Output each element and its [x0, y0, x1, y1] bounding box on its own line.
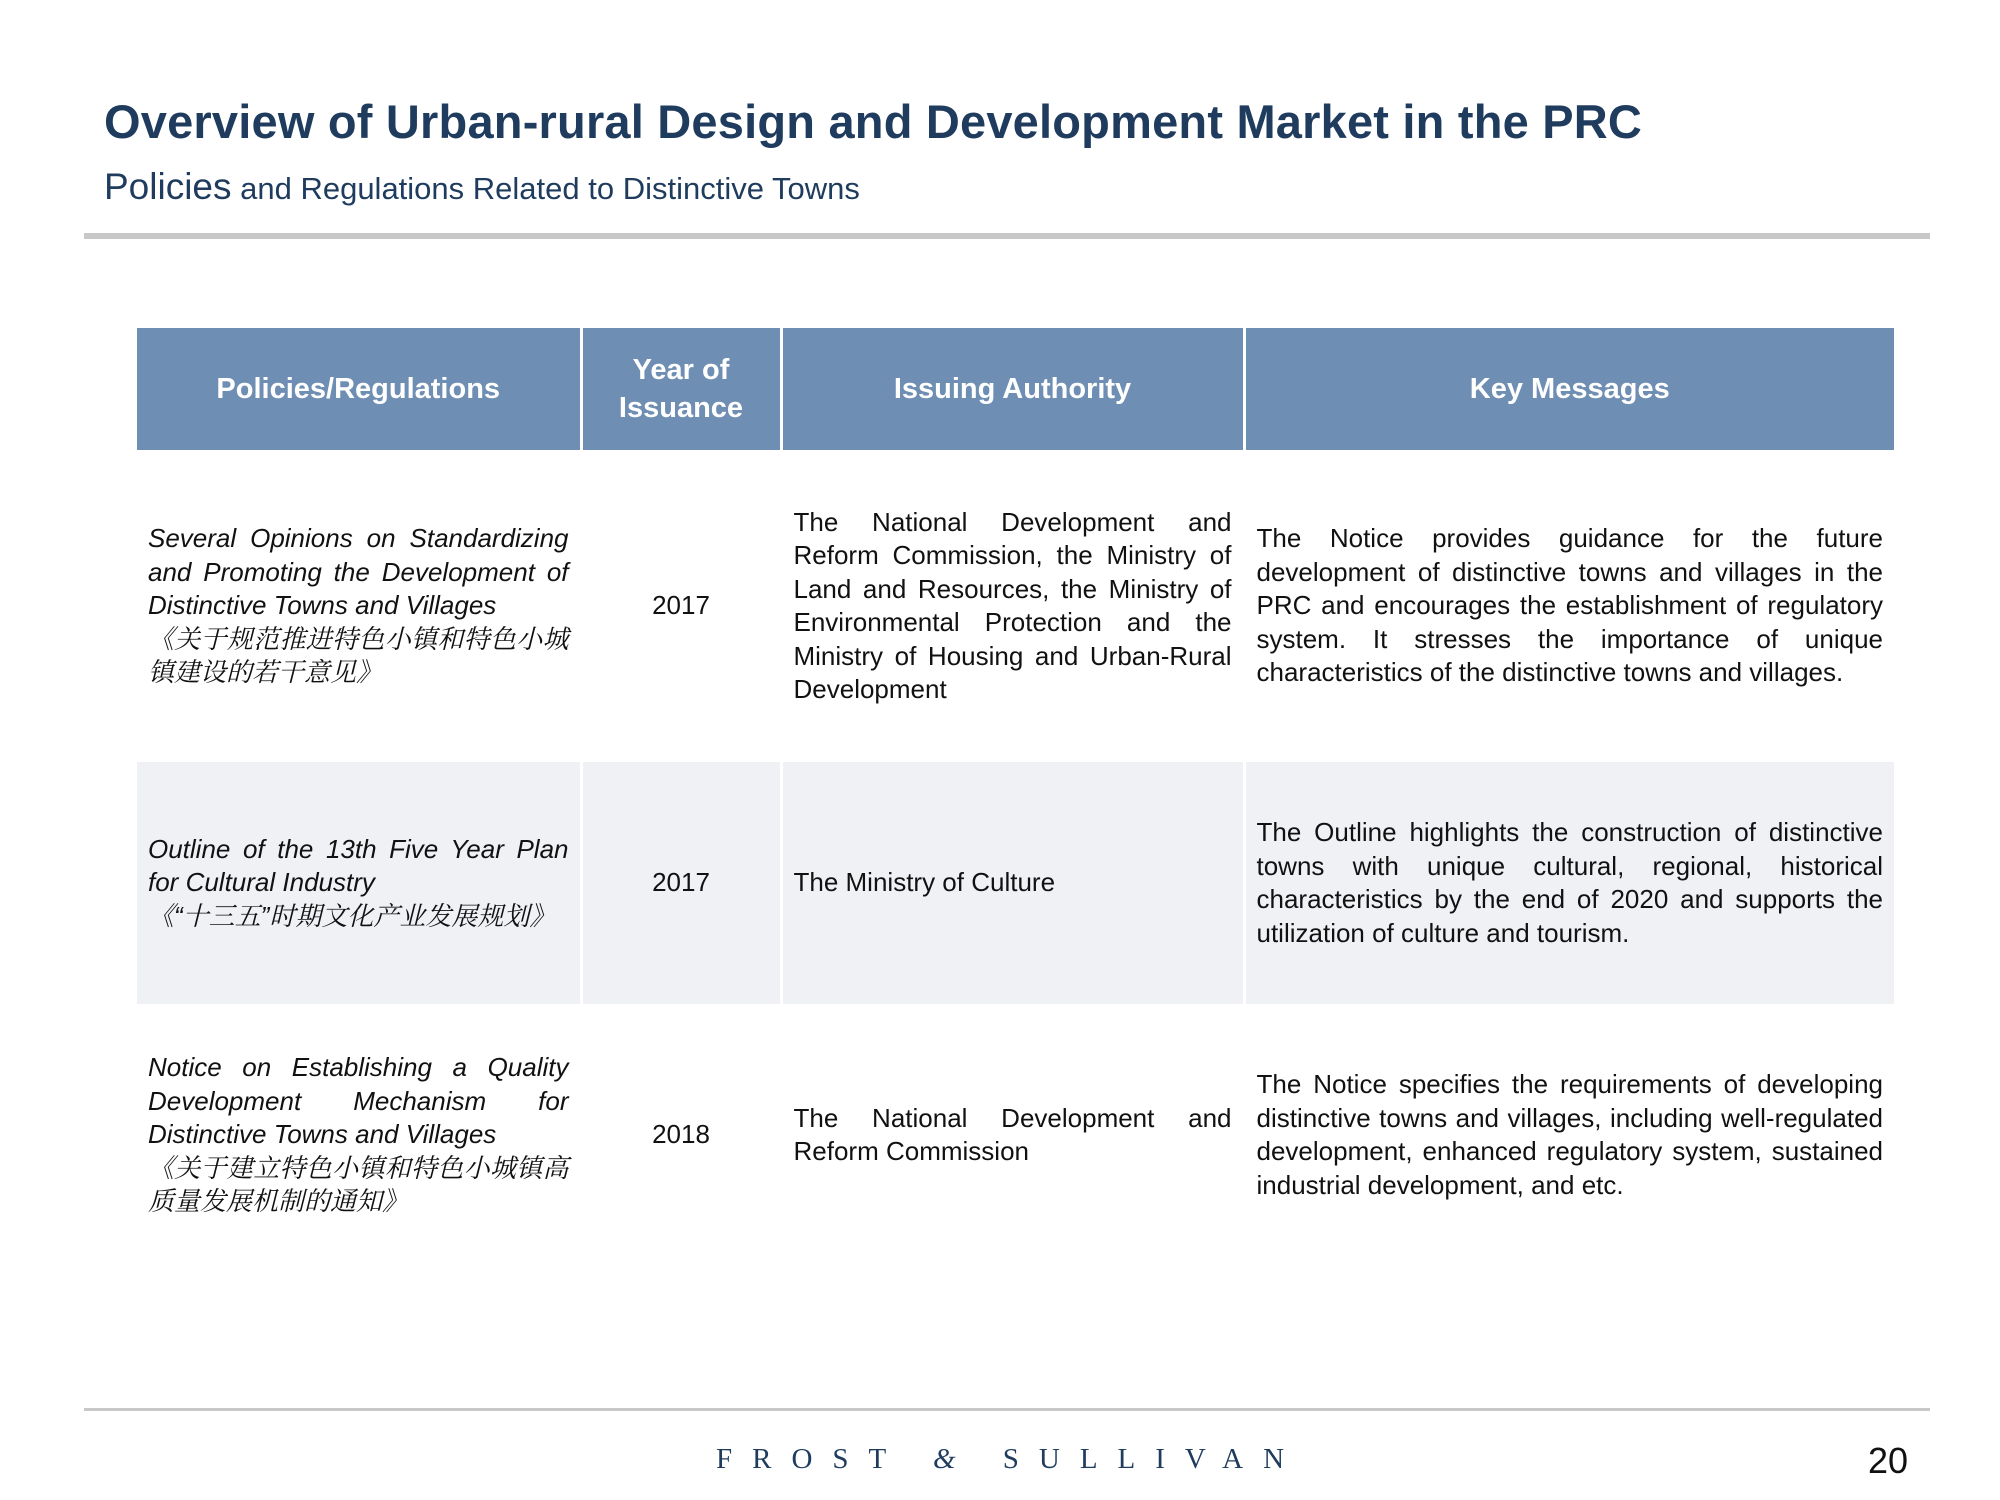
table-row [137, 450, 1894, 762]
authority-cell: The National Development and Reform Commission [781, 1004, 1244, 1266]
policy-cell [137, 762, 581, 1004]
logo-ampersand: & [932, 1443, 976, 1475]
subtitle-lead: Policies [104, 166, 232, 207]
page-number: 20 [1867, 1440, 1908, 1481]
table-row [137, 762, 1894, 1004]
year-cell: 2017 [581, 762, 781, 1004]
page-subtitle [104, 166, 860, 208]
policy-name-zh: 《关于建立特色小镇和特色小城镇高质量发展机制的通知》 [148, 1152, 569, 1217]
column-header-year: Year of Issuance [581, 328, 781, 450]
policy-name-en: Outline of the 13th Five Year Plan for Cultural Industry [148, 833, 569, 898]
key-message-cell: The Outline highlights the construction of distinctive towns with unique cultural, regional, historical characteristics by the end of 2020 and supports the utilization of culture and tourism. [1244, 762, 1894, 1004]
column-header-key-messages: Key Messages [1244, 328, 1894, 450]
policies-table [137, 328, 1894, 1266]
year-cell: 2017 [581, 450, 781, 762]
page-title: Overview of Urban-rural Design and Development Market in the PRC [104, 95, 1643, 148]
table-row [137, 1004, 1894, 1266]
key-message-cell: The Notice specifies the requirements of developing distinctive towns and villages, including well-regulated development, enhanced regulatory system, sustained industrial development, and etc. [1256, 1069, 1883, 1200]
authority-cell: The Ministry of Culture [781, 762, 1244, 1004]
policy-name-en: Notice on Establishing a Quality Development Mechanism for Distinctive Towns and Villages [148, 1052, 569, 1150]
logo-word-frost: FROST [715, 1443, 906, 1475]
column-header-policies: Policies/Regulations [137, 328, 581, 450]
year-cell: 2018 [581, 1004, 781, 1266]
column-header-authority: Issuing Authority [781, 328, 1244, 450]
footer-divider [84, 1408, 1930, 1411]
authority-cell: The National Development and Reform Commission, the Ministry of Land and Resources, the Ministry of Environmental Protection and the Ministry of Housing and Urban-Rural Development [781, 450, 1244, 762]
policy-name-zh: 《“十三五”时期文化产业发展规划》 [148, 900, 556, 931]
header-divider [84, 233, 1930, 239]
frost-sullivan-logo [700, 1443, 1320, 1476]
logo-word-sullivan: SULLIVAN [1002, 1443, 1305, 1475]
policy-name-en: Several Opinions on Standardizing and Promoting the Development of Distinctive Towns and Villages [148, 523, 569, 621]
policy-name-zh: 《关于规范推进特色小镇和特色小城镇建设的若干意见》 [148, 623, 569, 688]
table-header-row [137, 328, 1894, 450]
policy-cell [137, 1004, 581, 1266]
policy-cell [137, 450, 581, 762]
key-message-cell: The Notice provides guidance for the future development of distinctive towns and villages in the PRC and encourages the establishment of regulatory system. It stresses the importance of unique characteristics of the distinctive towns and villages. [1256, 523, 1883, 688]
subtitle-rest: and Regulations Related to Distinctive Towns [231, 171, 860, 206]
